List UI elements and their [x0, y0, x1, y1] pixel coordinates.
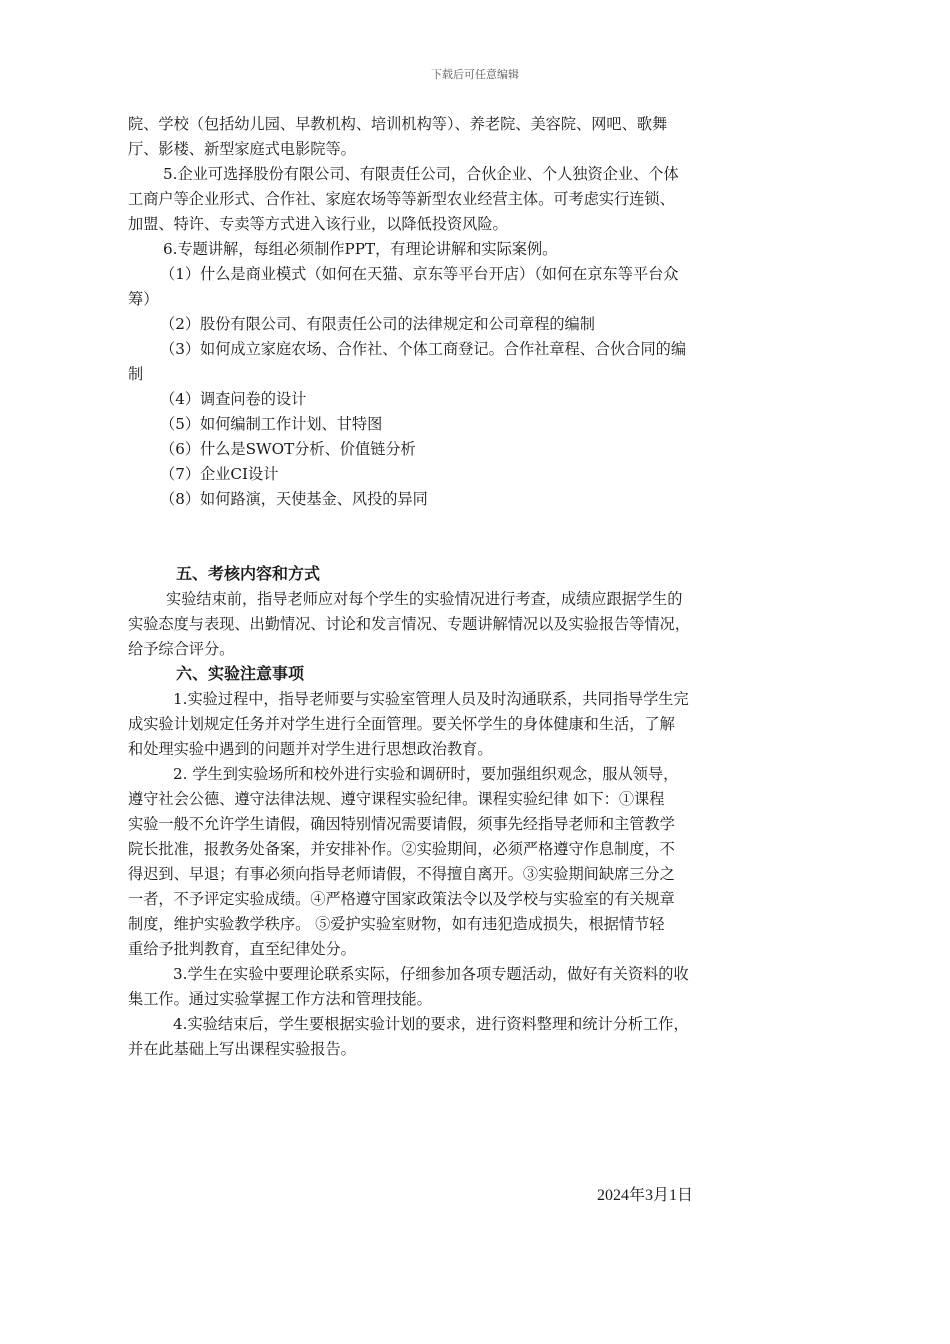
paragraph-line: 工商户等企业形式、合作社、家庭农场等等新型农业经营主体。可考虑实行连锁、	[128, 190, 675, 208]
paragraph-line: 并在此基础上写出课程实验报告。	[128, 1040, 356, 1058]
list-item: （6）什么是SWOT分析、价值链分析	[160, 440, 416, 458]
list-item: （1）什么是商业模式（如何在天猫、京东等平台开店）（如何在京东等平台众	[160, 265, 679, 283]
list-item: （5）如何编制工作计划、甘特图	[160, 415, 383, 433]
paragraph-line: 制	[128, 365, 144, 383]
paragraph-line: 重给予批判教育，直至纪律处分。	[128, 940, 356, 958]
paragraph-line: 得迟到、早退；有事必须向指导老师请假，不得擅自离开。③实验期间缺席三分之	[128, 865, 675, 883]
list-item: （2）股份有限公司、有限责任公司的法律规定和公司章程的编制	[160, 315, 595, 333]
paragraph-line: 成实验计划规定任务并对学生进行全面管理。要关怀学生的身体健康和生活，了解	[128, 715, 675, 733]
document-date: 2024年3月1日	[597, 1187, 694, 1204]
paragraph-line: 4.实验结束后，学生要根据实验计划的要求，进行资料整理和统计分析工作，	[173, 1015, 689, 1033]
paragraph-line: 1.实验过程中，指导老师要与实验室管理人员及时沟通联系，共同指导学生完	[173, 690, 689, 708]
paragraph-line: 遵守社会公德、遵守法律法规、遵守课程实验纪律。课程实验纪律 如下：①课程	[128, 790, 665, 808]
paragraph-line: 厅、影楼、新型家庭式电影院等。	[128, 140, 356, 158]
paragraph-line: 实验一般不允许学生请假，确因特别情况需要请假，须事先经指导老师和主管教学	[128, 815, 675, 833]
list-item: （4）调查问卷的设计	[160, 390, 307, 408]
paragraph-line: 加盟、特许、专卖等方式进入该行业，以降低投资风险。	[128, 215, 508, 233]
section-heading: 六、实验注意事项	[176, 664, 305, 683]
page-header: 下载后可任意编辑	[431, 68, 519, 81]
list-item: （7）企业CI设计	[160, 465, 279, 483]
list-item: （3）如何成立家庭农场、合作社、个体工商登记。合作社章程、合伙合同的编	[160, 340, 687, 358]
paragraph-line: 和处理实验中遇到的问题并对学生进行思想政治教育。	[128, 740, 493, 758]
paragraph-line: 院长批准，报教务处备案，并安排补作。②实验期间，必须严格遵守作息制度，不	[128, 840, 675, 858]
section-heading: 五、考核内容和方式	[176, 564, 321, 583]
paragraph-line: 制度，维护实验教学秩序。 ⑤爱护实验室财物，如有违犯造成损失，根据情节轻	[128, 915, 665, 933]
paragraph-line: 2. 学生到实验场所和校外进行实验和调研时，要加强组织观念，服从领导，	[173, 765, 679, 783]
paragraph-line: 院、学校（包括幼儿园、早教机构、培训机构等）、养老院、美容院、网吧、歌舞	[128, 115, 668, 133]
paragraph-line: 6.专题讲解，每组必须制作PPT，有理论讲解和实际案例。	[163, 240, 558, 258]
paragraph-line: 5.企业可选择股份有限公司、有限责任公司，合伙企业、个人独资企业、个体	[163, 165, 679, 183]
paragraph-line: 给予综合评分。	[128, 640, 235, 658]
paragraph-line: 实验结束前，指导老师应对每个学生的实验情况进行考查，成绩应跟据学生的	[166, 590, 683, 608]
paragraph-line: 3.学生在实验中要理论联系实际，仔细参加各项专题活动，做好有关资料的收	[173, 965, 689, 983]
paragraph-line: 一者，不予评定实验成绩。④严格遵守国家政策法令以及学校与实验室的有关规章	[128, 890, 675, 908]
paragraph-line: 筹）	[128, 290, 159, 308]
paragraph-line: 集工作。通过实验掌握工作方法和管理技能。	[128, 990, 432, 1008]
list-item: （8）如何路演，天使基金、风投的异同	[160, 490, 428, 508]
paragraph-line: 实验态度与表现、出勤情况、讨论和发言情况、专题讲解情况以及实验报告等情况，	[128, 615, 690, 633]
